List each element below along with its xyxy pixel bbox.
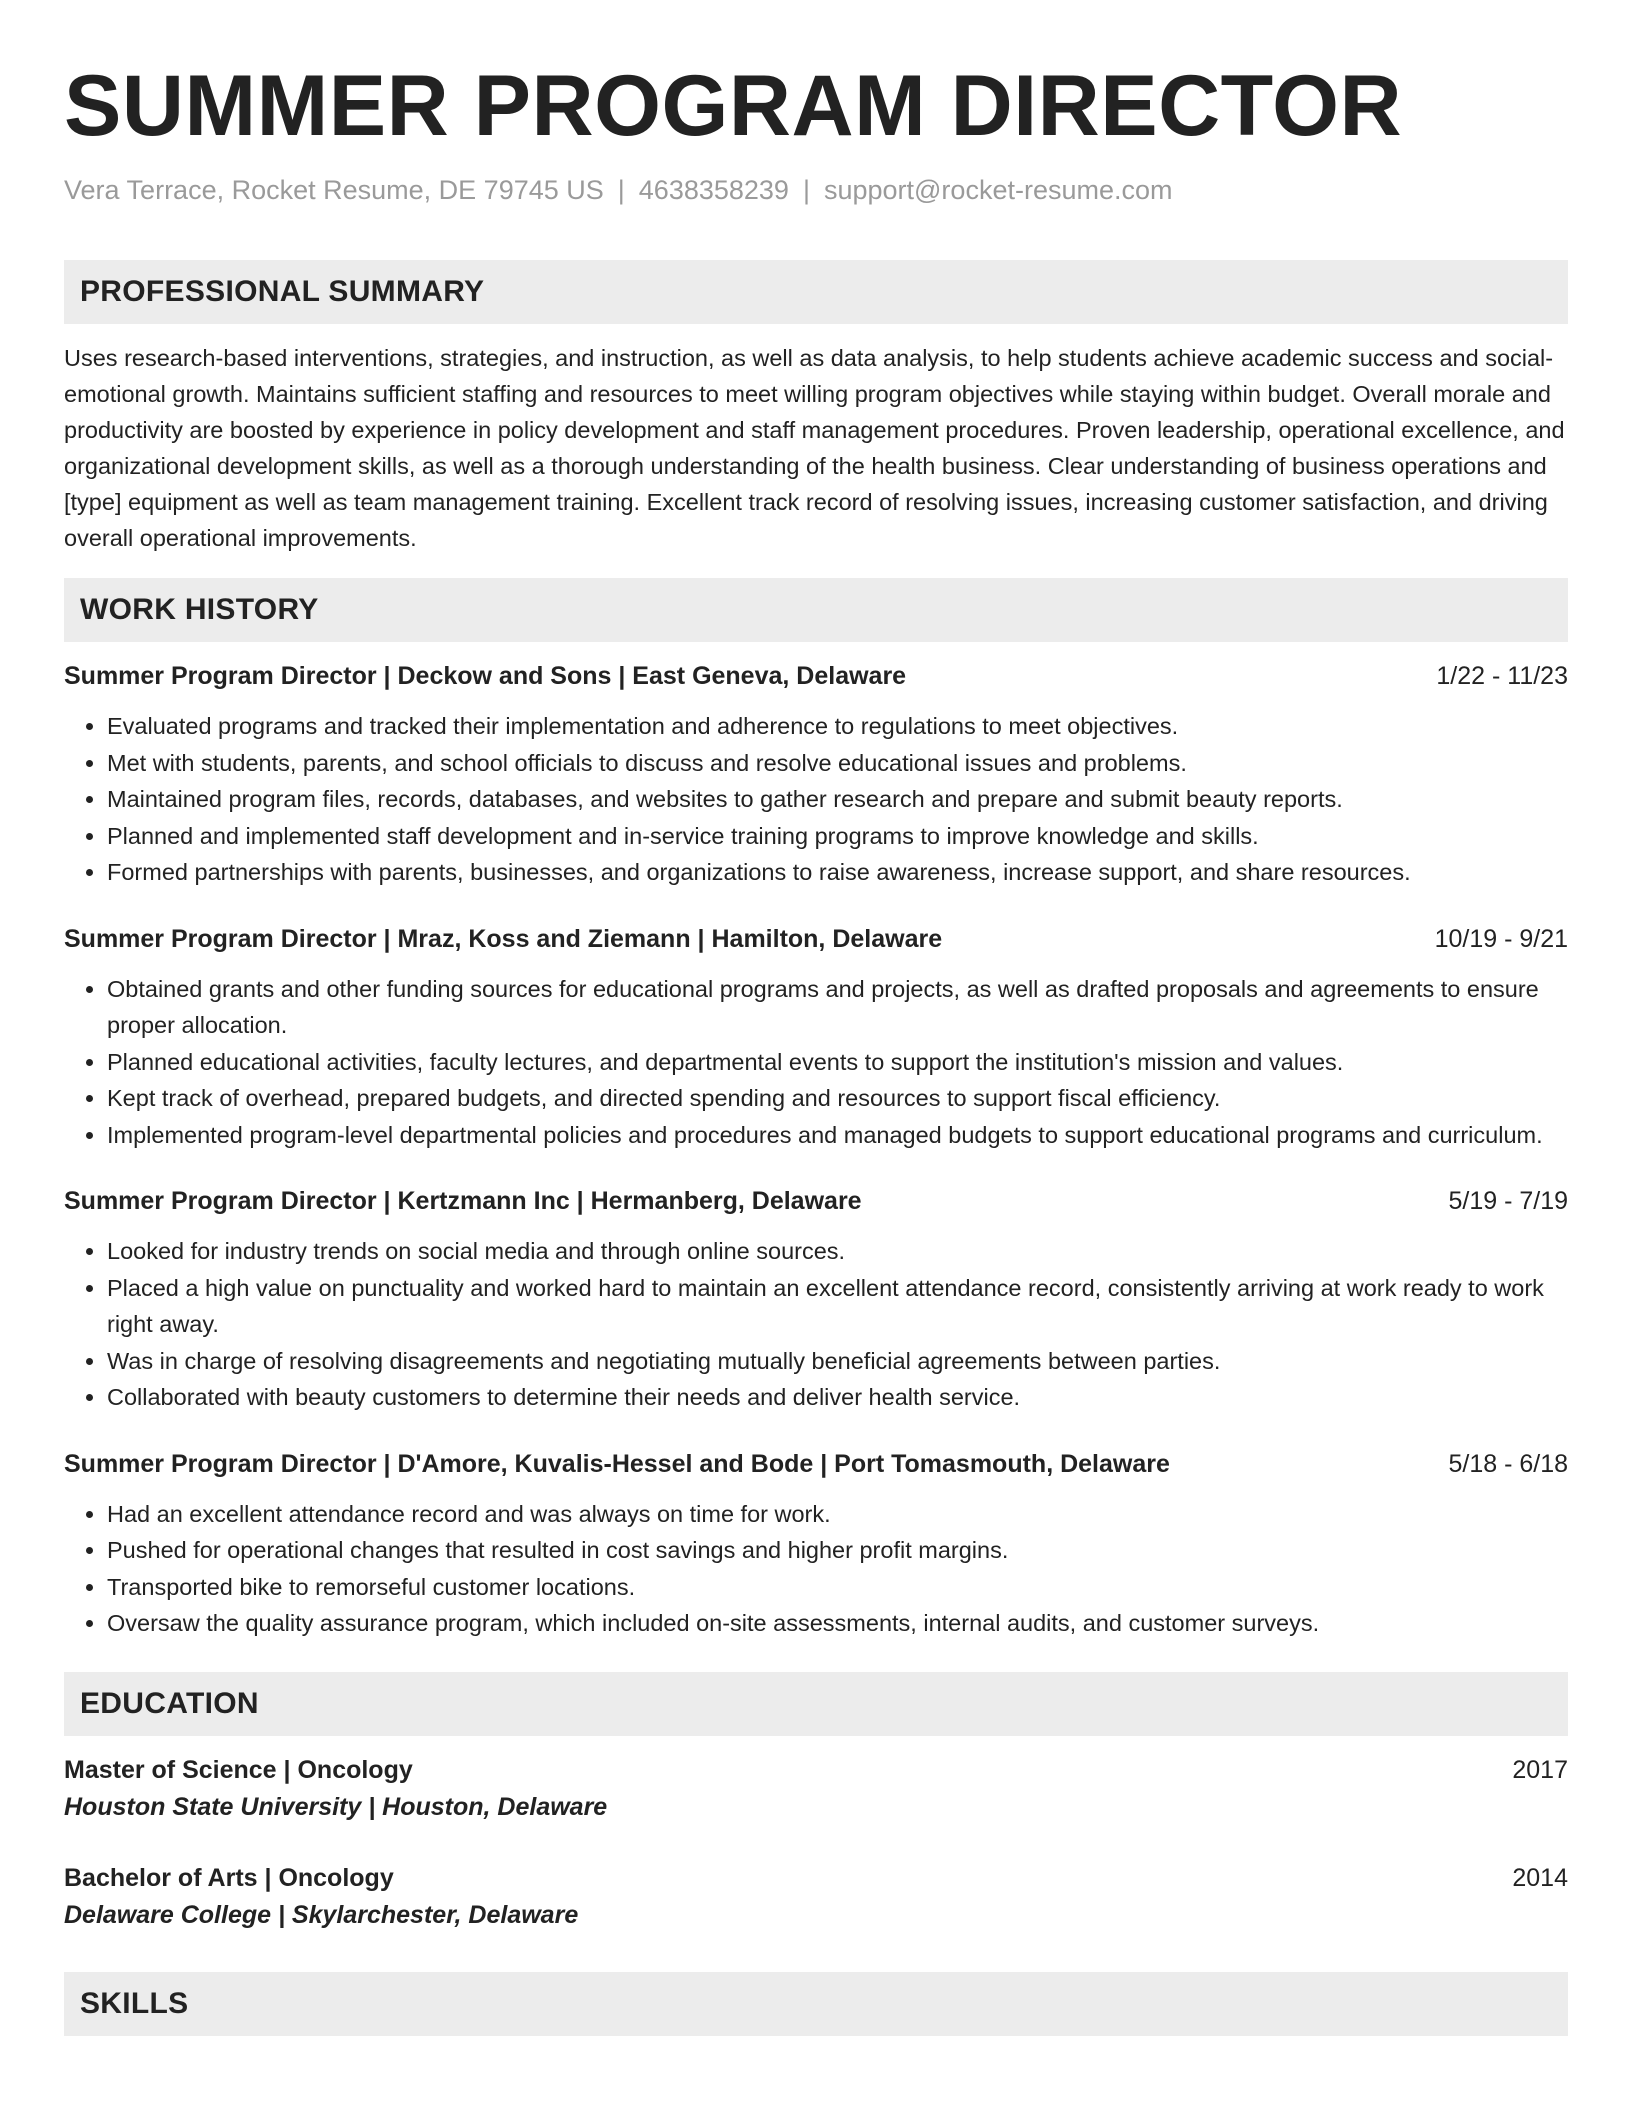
bullet-item: • Collaborated with beauty customers to determine their needs and deliver health service.	[107, 1379, 1568, 1416]
bullet-item: • Transported bike to remorseful customer locations.	[107, 1569, 1568, 1606]
bullet-item: • Implemented program-level departmental policies and procedures and managed budgets to support educational programs and curriculum.	[107, 1117, 1568, 1154]
job-header	[64, 921, 1568, 957]
education-entry	[64, 1860, 1568, 1934]
bullet-item: • Planned and implemented staff development and in-service training programs to improve knowledge and skills.	[107, 818, 1568, 855]
education-header	[64, 1752, 1568, 1788]
job-bullets	[64, 708, 1568, 891]
contact-email: support@rocket-resume.com	[823, 175, 1173, 205]
job-header	[64, 658, 1568, 694]
bullet-item: • Obtained grants and other funding sources for educational programs and projects, as well as drafted proposals and agreements to ensure proper allocation.	[107, 971, 1568, 1044]
bullet-item: • Planned educational activities, faculty lectures, and departmental events to support the institution's mission and values.	[107, 1044, 1568, 1081]
job-header	[64, 1183, 1568, 1219]
bullet-item: • Met with students, parents, and school officials to discuss and resolve educational issues and problems.	[107, 745, 1568, 782]
contact-separator: |	[802, 175, 810, 205]
resume-name: SUMMER PROGRAM DIRECTOR	[64, 58, 1403, 154]
job-bullets	[64, 1496, 1568, 1642]
contact-phone: 4638358239	[638, 175, 789, 205]
job-dates: 5/18 - 6/18	[1448, 1449, 1568, 1478]
bullet-item: • Oversaw the quality assurance program, which included on-site assessments, internal audits, and customer surveys.	[107, 1605, 1568, 1642]
education-entry	[64, 1752, 1568, 1826]
job-entry	[64, 1183, 1568, 1416]
education-header	[64, 1860, 1568, 1896]
bullet-item: • Placed a high value on punctuality and worked hard to maintain an excellent attendance record, consistently arriving at work ready to work right away.	[107, 1270, 1568, 1343]
bullet-item: • Evaluated programs and tracked their implementation and adherence to regulations to meet objectives.	[107, 708, 1568, 745]
contact-separator: |	[617, 175, 625, 205]
job-bullets	[64, 1233, 1568, 1416]
job-title: Summer Program Director | Mraz, Koss and Ziemann | Hamilton, Delaware	[64, 924, 943, 953]
section-header-work-history: WORK HISTORY	[64, 578, 1568, 642]
job-entry	[64, 658, 1568, 891]
section-header-summary: PROFESSIONAL SUMMARY	[64, 260, 1568, 324]
bullet-item: • Maintained program files, records, databases, and websites to gather research and prepare and submit beauty reports.	[107, 781, 1568, 818]
education-school: Houston State University | Houston, Delaware	[64, 1792, 608, 1821]
job-dates: 5/19 - 7/19	[1448, 1187, 1568, 1215]
bullet-item: • Looked for industry trends on social media and through online sources.	[107, 1233, 1568, 1270]
education-year: 2017	[1512, 1755, 1568, 1784]
education-year: 2014	[1512, 1863, 1568, 1892]
bullet-item: • Had an excellent attendance record and was always on time for work.	[107, 1496, 1568, 1533]
education-degree: Master of Science | Oncology	[64, 1755, 413, 1784]
education-school: Delaware College | Skylarchester, Delaware	[64, 1900, 579, 1929]
contact-line	[64, 172, 1568, 208]
summary-text: Uses research-based interventions, strategies, and instruction, as well as data analysis, to help students achieve academic success and social-emotional growth. Maintains sufficient staffing and resources to meet willing program objectives while staying within budget. Overall morale and productivity are boosted by experience in policy development and staff management procedures. Proven leadership, operational excellence, and organizational development skills, as well as a thorough understanding of the health business. Clear understanding of business operations and [type] equipment as well as team management training. Excellent track record of resolving issues, increasing customer satisfaction, and driving overall operational improvements.	[64, 345, 1565, 551]
bullet-item: • Formed partnerships with parents, businesses, and organizations to raise awareness, increase support, and share resources.	[107, 854, 1568, 891]
section-header-skills: SKILLS	[64, 1972, 1568, 2036]
bullet-item: • Was in charge of resolving disagreements and negotiating mutually beneficial agreements between parties.	[107, 1343, 1568, 1380]
job-bullets	[64, 971, 1568, 1154]
job-title: Summer Program Director | D'Amore, Kuvalis-Hessel and Bode | Port Tomasmouth, Delaware	[64, 1449, 1170, 1478]
job-title: Summer Program Director | Kertzmann Inc | Hermanberg, Delaware	[64, 1187, 862, 1215]
job-header	[64, 1446, 1568, 1482]
job-entry	[64, 1446, 1568, 1642]
contact-address: Vera Terrace, Rocket Resume, DE 79745 US	[64, 175, 604, 205]
job-entry	[64, 921, 1568, 1154]
job-dates: 10/19 - 9/21	[1434, 924, 1568, 953]
job-dates: 1/22 - 11/23	[1436, 662, 1568, 690]
section-header-education: EDUCATION	[64, 1672, 1568, 1736]
job-title: Summer Program Director | Deckow and Sons | East Geneva, Delaware	[64, 662, 907, 690]
education-degree: Bachelor of Arts | Oncology	[64, 1863, 394, 1892]
bullet-item: • Kept track of overhead, prepared budgets, and directed spending and resources to support fiscal efficiency.	[107, 1080, 1568, 1117]
bullet-item: • Pushed for operational changes that resulted in cost savings and higher profit margins.	[107, 1532, 1568, 1569]
